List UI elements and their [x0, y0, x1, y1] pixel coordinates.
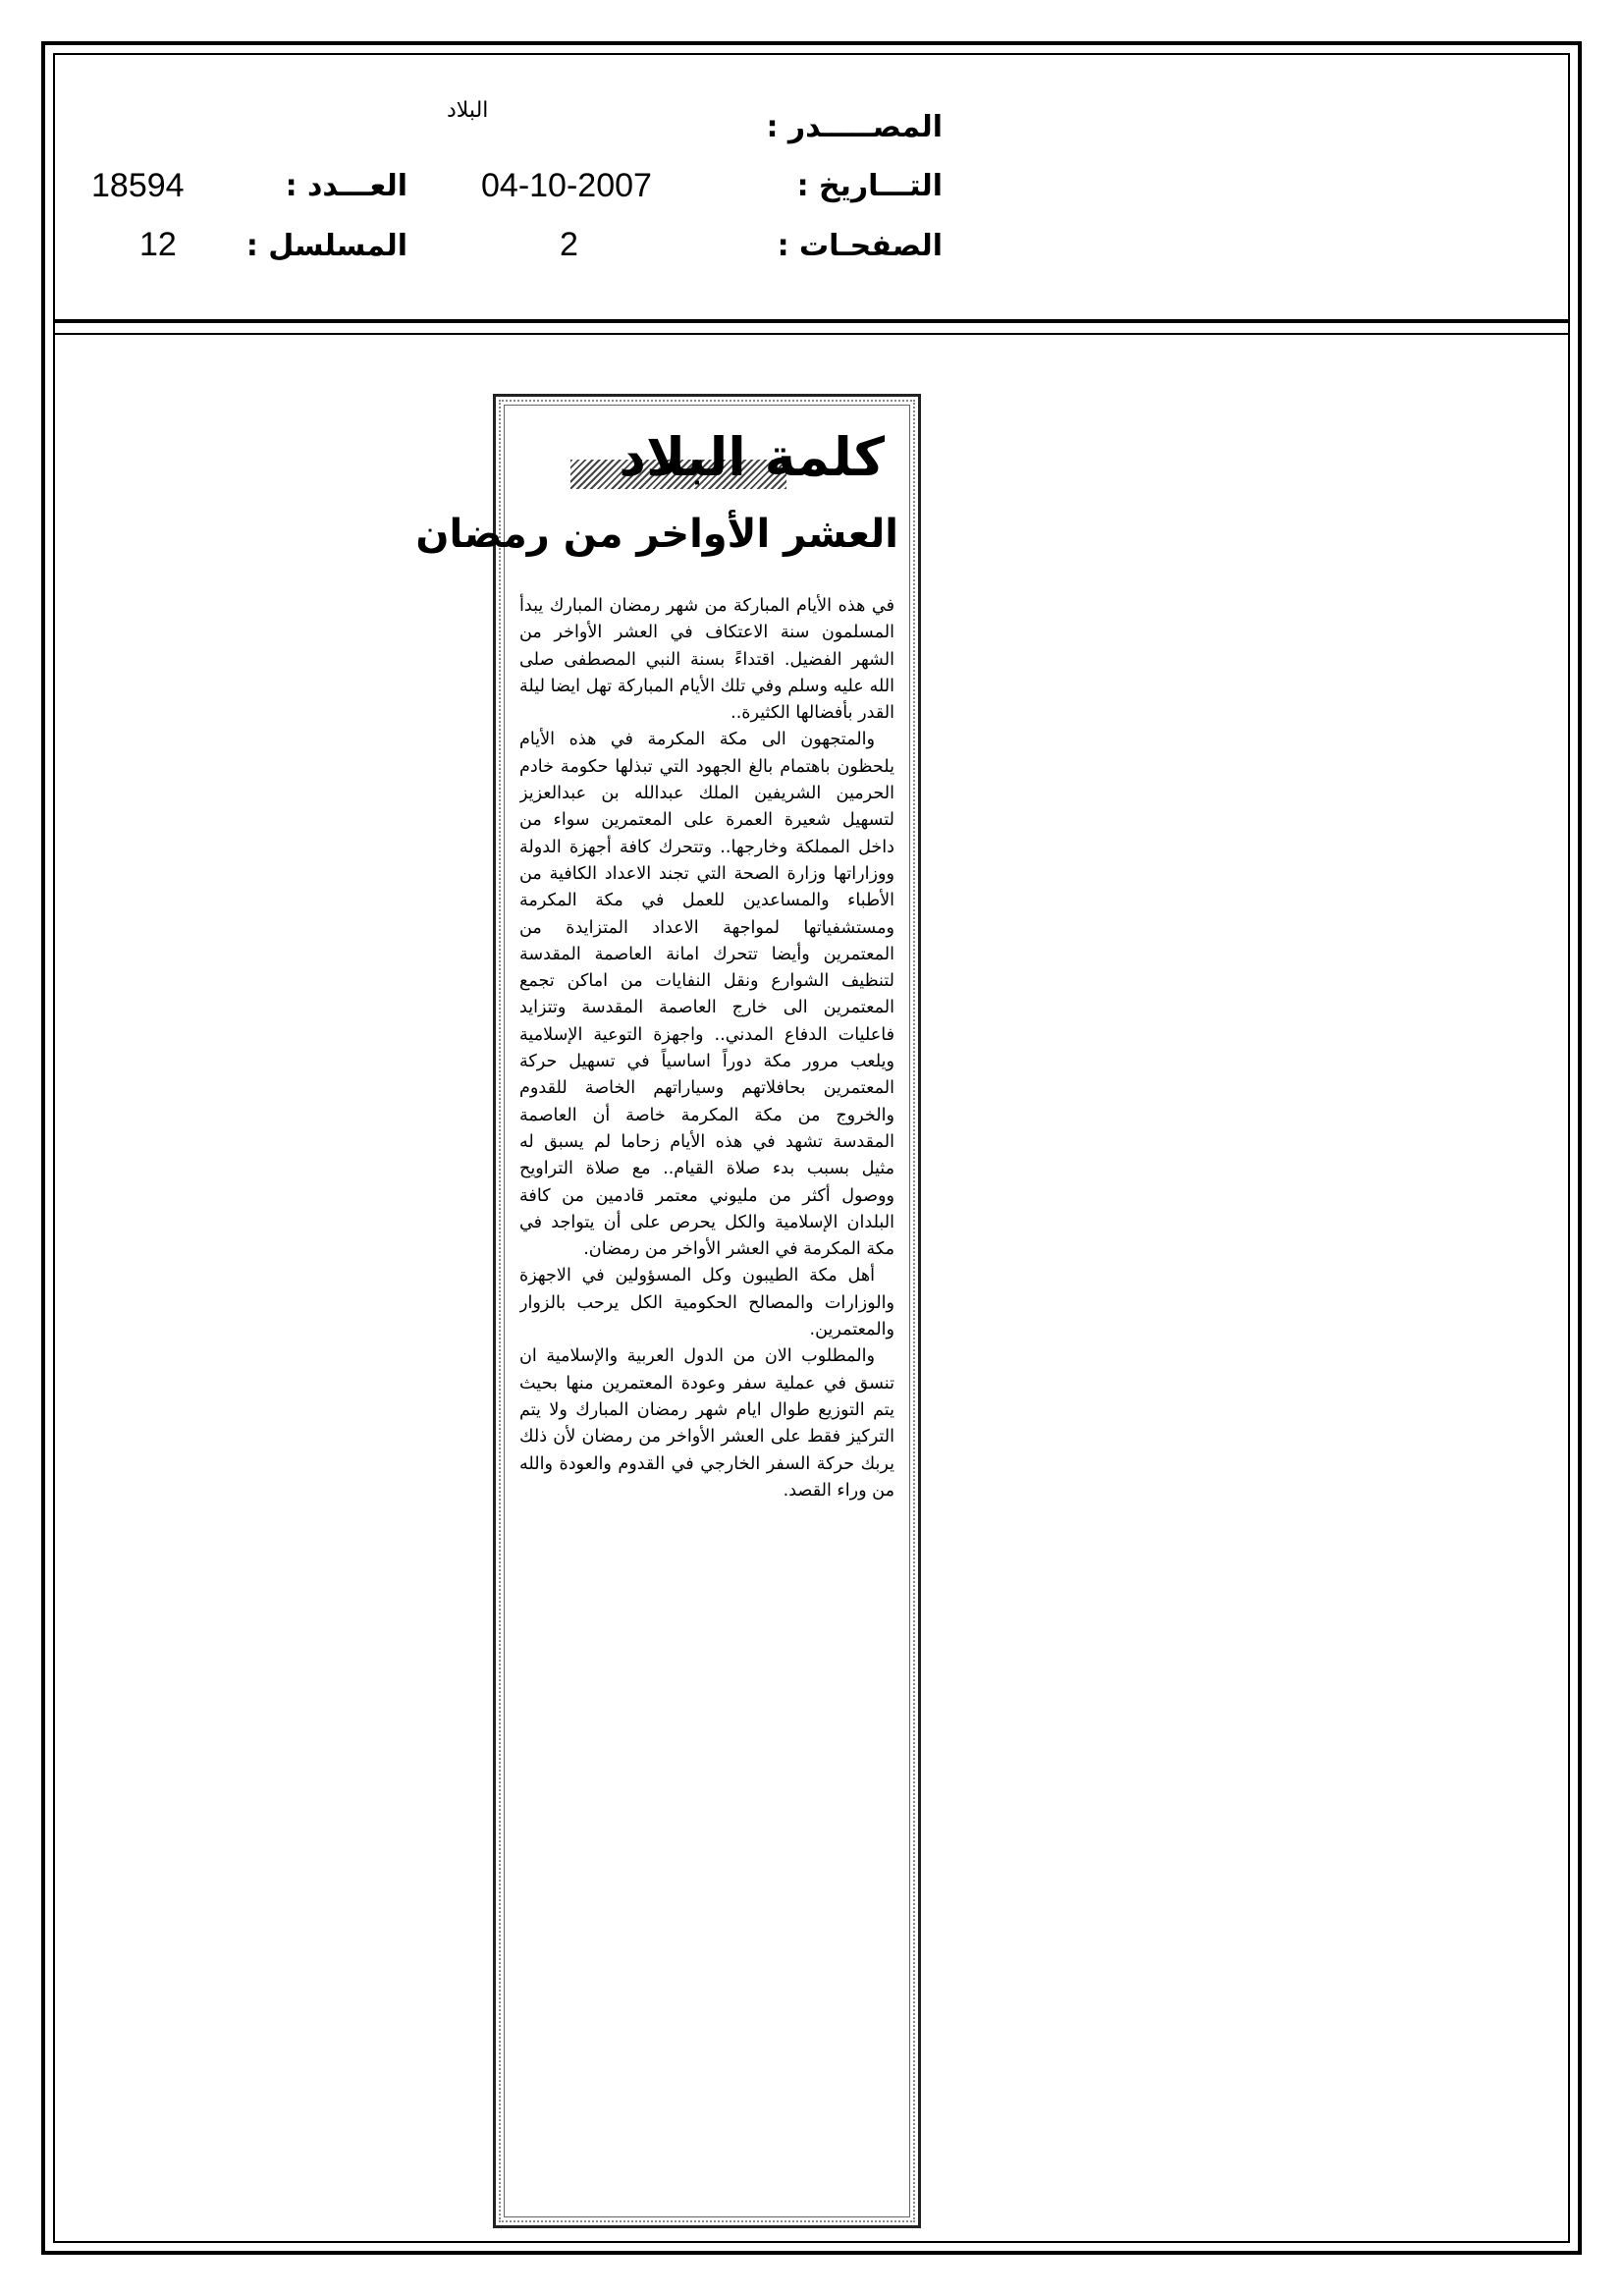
- serial-label: المسلسل :: [245, 229, 407, 263]
- article-paragraph: في هذه الأيام المباركة من شهر رمضان المبارك يبدأ المسلمون سنة الاعتكاف في العشر الأواخر من الشهر الفضيل. اقتداءً بسنة النبي المصطفى صلى الله عليه وسلم وفي تلك الأيام المباركة تهل ايضا ليلة القدر بأفضالها الكثيرة..: [519, 596, 894, 724]
- masthead-text: كلمة البلاد: [619, 426, 885, 488]
- article-paragraph: أهل مكة الطيبون وكل المسؤولين في الاجهزة والوزارات والمصالح الحكومية الكل يرحب بالزوار والمعتمرين.: [519, 1266, 894, 1340]
- date-label: التـــاريخ :: [796, 169, 943, 203]
- pages-label: الصفحـات :: [777, 229, 943, 263]
- source-label: المصـــــدر :: [766, 110, 943, 144]
- header-divider: [53, 319, 1570, 323]
- issue-value: 18594: [91, 167, 185, 204]
- date-value: 04-10-2007: [481, 167, 652, 204]
- article-body: [519, 593, 894, 2212]
- issue-label: العـــدد :: [285, 169, 407, 203]
- source-value: البلاد: [447, 98, 489, 123]
- article-paragraph: والمتجهون الى مكة المكرمة في هذه الأيام يلحظون باهتمام بالغ الجهود التي تبذلها حكومة خادم الحرمين الشريفين الملك عبدالله بن عبدالعزيز لتسهيل شعيرة العمرة على المعتمرين سواء من داخل المملكة وخارجها.. وتتحرك كافة أجهزة الدولة ووزاراتها وزارة الصحة التي تجند الاعداد الكافية من الأطباء والمساعدين للعمل في مكة المكرمة ومستشفياتها لمواجهة الاعداد المتزايدة من المعتمرين وأيضا تتحرك امانة العاصمة المقدسة لتنظيف الشوارع ونقل النفايات من اماكن تجمع المعتمرين الى خارج العاصمة المقدسة وتتزايد فاعليات الدفاع المدني.. واجهزة التوعية الإسلامية ويلعب مرور مكة دوراً اساسياً في تسهيل حركة المعتمرين بحافلاتهم وسياراتهم الخاصة للقدوم والخروج من مكة المكرمة خاصة أن العاصمة المقدسة تشهد في هذه الأيام زحاما لم يسبق له مثيل بسبب بدء صلاة القيام.. مع صلاة التراويح ووصول أكثر من مليوني معتمر قادمين من كافة البلدان الإسلامية والكل يحرص على أن يتواجد في مكة المكرمة في العشر الأواخر من رمضان.: [519, 730, 894, 1260]
- pages-value: 2: [560, 226, 578, 263]
- serial-value: 12: [139, 226, 177, 263]
- header-divider-thin: [53, 333, 1570, 335]
- article-headline: العشر الأواخر من رمضان: [415, 512, 898, 557]
- masthead-logo: [531, 420, 885, 495]
- newspaper-clipping: [415, 394, 921, 2228]
- article-paragraph: والمطلوب الان من الدول العربية والإسلامية ان تنسق في عملية سفر وعودة المعتمرين منها بحيث يتم التوزيع طوال ايام شهر رمضان المبارك ولا يتم التركيز فقط على العشر الأواخر من رمضان لأن ذلك يربك حركة السفر الخارجي في القدوم والعودة والله من وراء القصد.: [519, 1346, 894, 1501]
